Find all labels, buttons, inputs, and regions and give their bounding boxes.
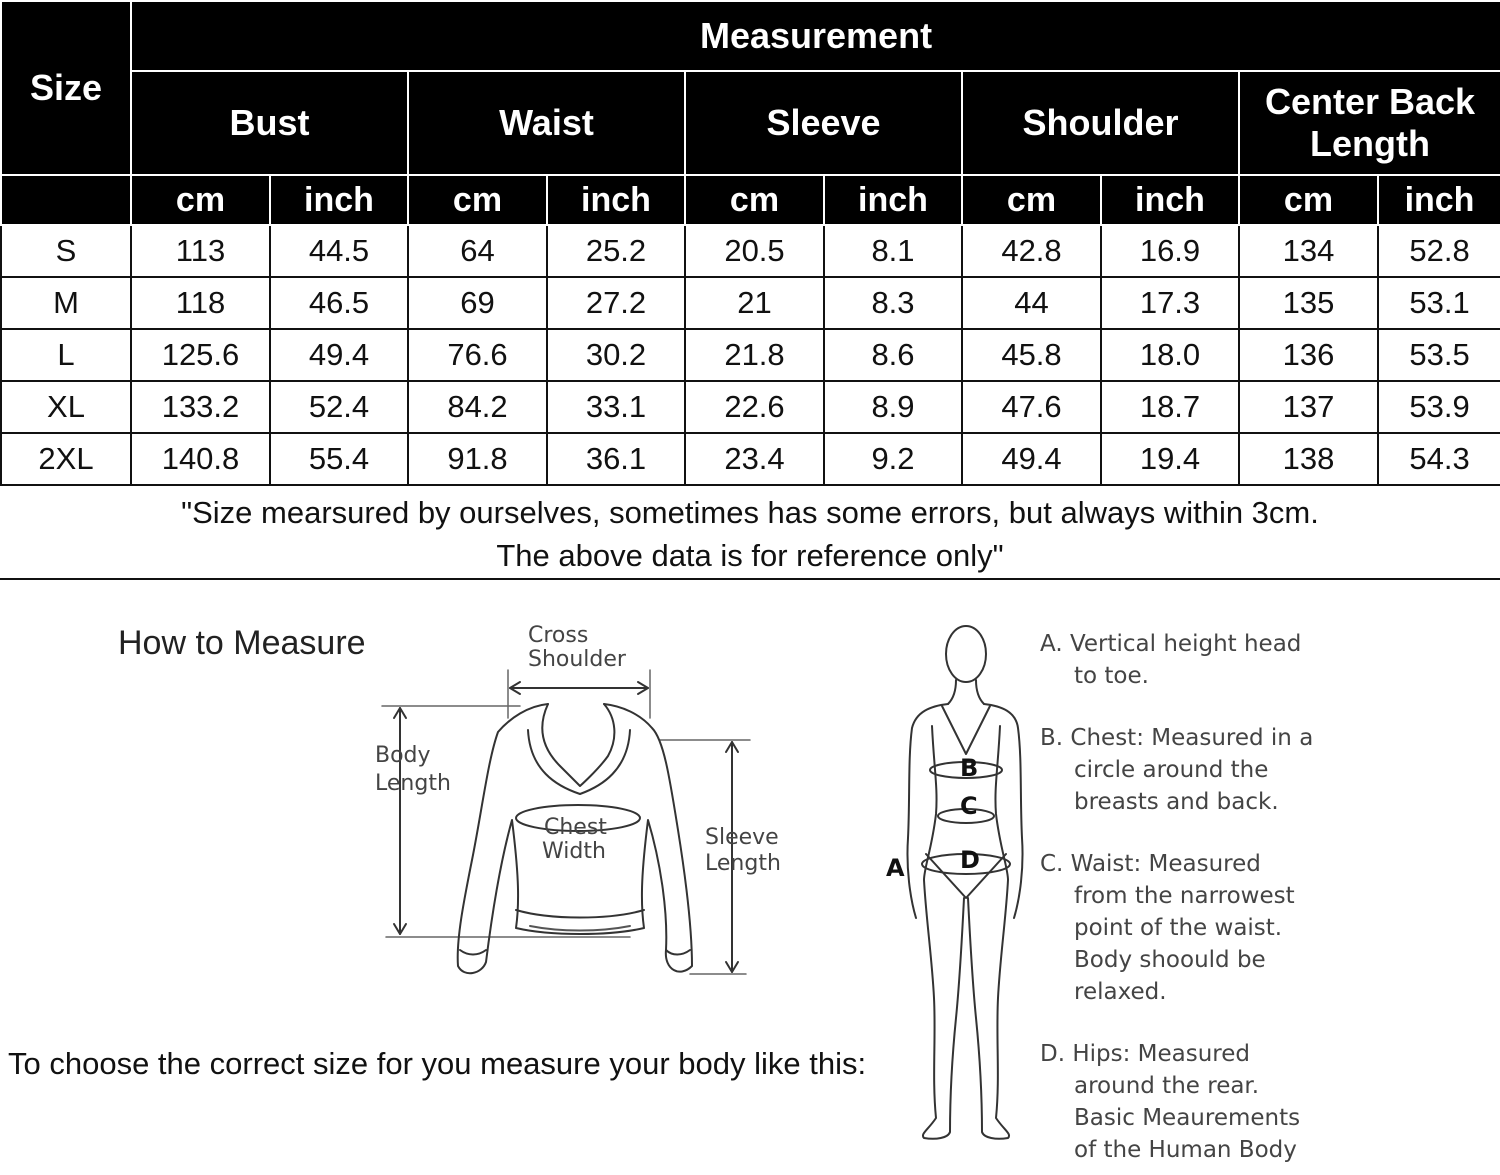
table-cell: 84.2 bbox=[408, 381, 547, 433]
unit-inch-header: inch bbox=[547, 175, 685, 225]
table-cell: 140.8 bbox=[131, 433, 270, 485]
size-cell: XL bbox=[1, 381, 131, 433]
table-cell: 134 bbox=[1239, 225, 1378, 277]
table-cell: 8.9 bbox=[824, 381, 962, 433]
table-row bbox=[1, 433, 1500, 485]
table-cell: 8.3 bbox=[824, 277, 962, 329]
table-row bbox=[1, 277, 1500, 329]
step-b-line: breasts and back. bbox=[1074, 789, 1279, 815]
table-cell: 53.9 bbox=[1378, 381, 1500, 433]
table-cell: 76.6 bbox=[408, 329, 547, 381]
table-cell: 27.2 bbox=[547, 277, 685, 329]
measurement-disclaimer bbox=[0, 486, 1500, 580]
table-row bbox=[1, 225, 1500, 277]
step-b-line: circle around the bbox=[1074, 757, 1269, 783]
step-d bbox=[1040, 1038, 1340, 1166]
table-cell: 47.6 bbox=[962, 381, 1101, 433]
table-cell: 20.5 bbox=[685, 225, 824, 277]
table-cell: 135 bbox=[1239, 277, 1378, 329]
table-cell: 54.3 bbox=[1378, 433, 1500, 485]
unit-cm-header: cm bbox=[685, 175, 824, 225]
table-cell: 16.9 bbox=[1101, 225, 1239, 277]
disclaimer-line-1: "Size mearsured by ourselves, sometimes has some errors, but always within 3cm. bbox=[181, 495, 1319, 530]
table-cell: 9.2 bbox=[824, 433, 962, 485]
table-cell: 137 bbox=[1239, 381, 1378, 433]
sleeve-header: Sleeve bbox=[685, 71, 962, 175]
table-cell: 18.0 bbox=[1101, 329, 1239, 381]
step-c-line: relaxed. bbox=[1074, 979, 1167, 1005]
chest-width-label-1: Chest bbox=[544, 815, 607, 840]
size-cell: 2XL bbox=[1, 433, 131, 485]
size-cell: M bbox=[1, 277, 131, 329]
step-c-line: Body shoould be bbox=[1074, 947, 1266, 973]
bust-header: Bust bbox=[131, 71, 408, 175]
table-cell: 136 bbox=[1239, 329, 1378, 381]
table-cell: 46.5 bbox=[270, 277, 408, 329]
table-cell: 8.1 bbox=[824, 225, 962, 277]
table-cell: 36.1 bbox=[547, 433, 685, 485]
table-cell: 33.1 bbox=[547, 381, 685, 433]
shoulder-header: Shoulder bbox=[962, 71, 1239, 175]
table-cell: 44 bbox=[962, 277, 1101, 329]
table-cell: 49.4 bbox=[270, 329, 408, 381]
size-cell: L bbox=[1, 329, 131, 381]
table-cell: 45.8 bbox=[962, 329, 1101, 381]
table-cell: 53.5 bbox=[1378, 329, 1500, 381]
table-cell: 113 bbox=[131, 225, 270, 277]
unit-cm-header: cm bbox=[1239, 175, 1378, 225]
table-row bbox=[1, 329, 1500, 381]
step-d-line: Basic Meaurements bbox=[1074, 1105, 1301, 1131]
table-cell: 21.8 bbox=[685, 329, 824, 381]
step-c-line: point of the waist. bbox=[1074, 915, 1283, 941]
cross-shoulder-label-1: Cross bbox=[528, 623, 589, 648]
unit-inch-header: inch bbox=[270, 175, 408, 225]
table-cell: 125.6 bbox=[131, 329, 270, 381]
table-cell: 55.4 bbox=[270, 433, 408, 485]
unit-inch-header: inch bbox=[1378, 175, 1500, 225]
unit-cm-header: cm bbox=[408, 175, 547, 225]
table-cell: 18.7 bbox=[1101, 381, 1239, 433]
table-cell: 17.3 bbox=[1101, 277, 1239, 329]
body-letter-c: C bbox=[960, 792, 978, 820]
table-cell: 42.8 bbox=[962, 225, 1101, 277]
table-cell: 21 bbox=[685, 277, 824, 329]
table-cell: 91.8 bbox=[408, 433, 547, 485]
unit-inch-header: inch bbox=[824, 175, 962, 225]
size-column-header: Size bbox=[1, 1, 131, 175]
unit-cm-header: cm bbox=[131, 175, 270, 225]
chest-width-label-2: Width bbox=[542, 839, 606, 864]
cross-shoulder-label-2: Shoulder bbox=[528, 647, 626, 672]
measurement-header: Measurement bbox=[131, 1, 1500, 71]
step-b bbox=[1040, 722, 1340, 818]
table-cell: 23.4 bbox=[685, 433, 824, 485]
body-letter-d: D bbox=[960, 846, 980, 874]
table-cell: 19.4 bbox=[1101, 433, 1239, 485]
step-a-title: A. Vertical height head bbox=[1040, 631, 1302, 657]
table-cell: 49.4 bbox=[962, 433, 1101, 485]
table-cell: 53.1 bbox=[1378, 277, 1500, 329]
table-cell: 118 bbox=[131, 277, 270, 329]
step-c-line: from the narrowest bbox=[1074, 883, 1295, 909]
size-unit-spacer bbox=[1, 175, 131, 225]
body-length-label-1: Body bbox=[375, 743, 431, 768]
step-d-line: around the rear. bbox=[1074, 1073, 1260, 1099]
measurement-steps bbox=[1040, 628, 1340, 1175]
table-cell: 30.2 bbox=[547, 329, 685, 381]
table-cell: 138 bbox=[1239, 433, 1378, 485]
table-cell: 44.5 bbox=[270, 225, 408, 277]
step-d-line: of the Human Body bbox=[1074, 1137, 1297, 1163]
choose-size-instruction: To choose the correct size for you measure your body like this: bbox=[8, 1046, 867, 1081]
size-chart-table bbox=[0, 0, 1500, 486]
unit-inch-header: inch bbox=[1101, 175, 1239, 225]
table-cell: 69 bbox=[408, 277, 547, 329]
waist-header: Waist bbox=[408, 71, 685, 175]
step-b-title: B. Chest: Measured in a bbox=[1040, 725, 1314, 751]
garment-illustration bbox=[360, 610, 800, 990]
disclaimer-line-2: The above data is for reference only" bbox=[496, 538, 1004, 573]
body-length-label-2: Length bbox=[375, 771, 451, 796]
sleeve-length-label-1: Sleeve bbox=[705, 825, 779, 850]
table-cell: 52.4 bbox=[270, 381, 408, 433]
step-a-line: to toe. bbox=[1074, 663, 1149, 689]
sleeve-length-label-2: Length bbox=[705, 851, 781, 876]
table-cell: 8.6 bbox=[824, 329, 962, 381]
table-row bbox=[1, 381, 1500, 433]
how-to-measure-title: How to Measure bbox=[118, 624, 366, 662]
size-cell: S bbox=[1, 225, 131, 277]
body-letter-b: B bbox=[960, 754, 979, 782]
table-cell: 133.2 bbox=[131, 381, 270, 433]
step-c bbox=[1040, 848, 1340, 1008]
unit-cm-header: cm bbox=[962, 175, 1101, 225]
body-letter-a: A bbox=[886, 854, 905, 882]
step-d-title: D. Hips: Measured bbox=[1040, 1041, 1251, 1067]
center-back-length-header: Center Back Length bbox=[1239, 71, 1500, 175]
body-illustration bbox=[880, 618, 1030, 1143]
step-c-title: C. Waist: Measured bbox=[1040, 851, 1261, 877]
table-cell: 52.8 bbox=[1378, 225, 1500, 277]
table-cell: 25.2 bbox=[547, 225, 685, 277]
step-a bbox=[1040, 628, 1340, 692]
table-cell: 22.6 bbox=[685, 381, 824, 433]
table-cell: 64 bbox=[408, 225, 547, 277]
